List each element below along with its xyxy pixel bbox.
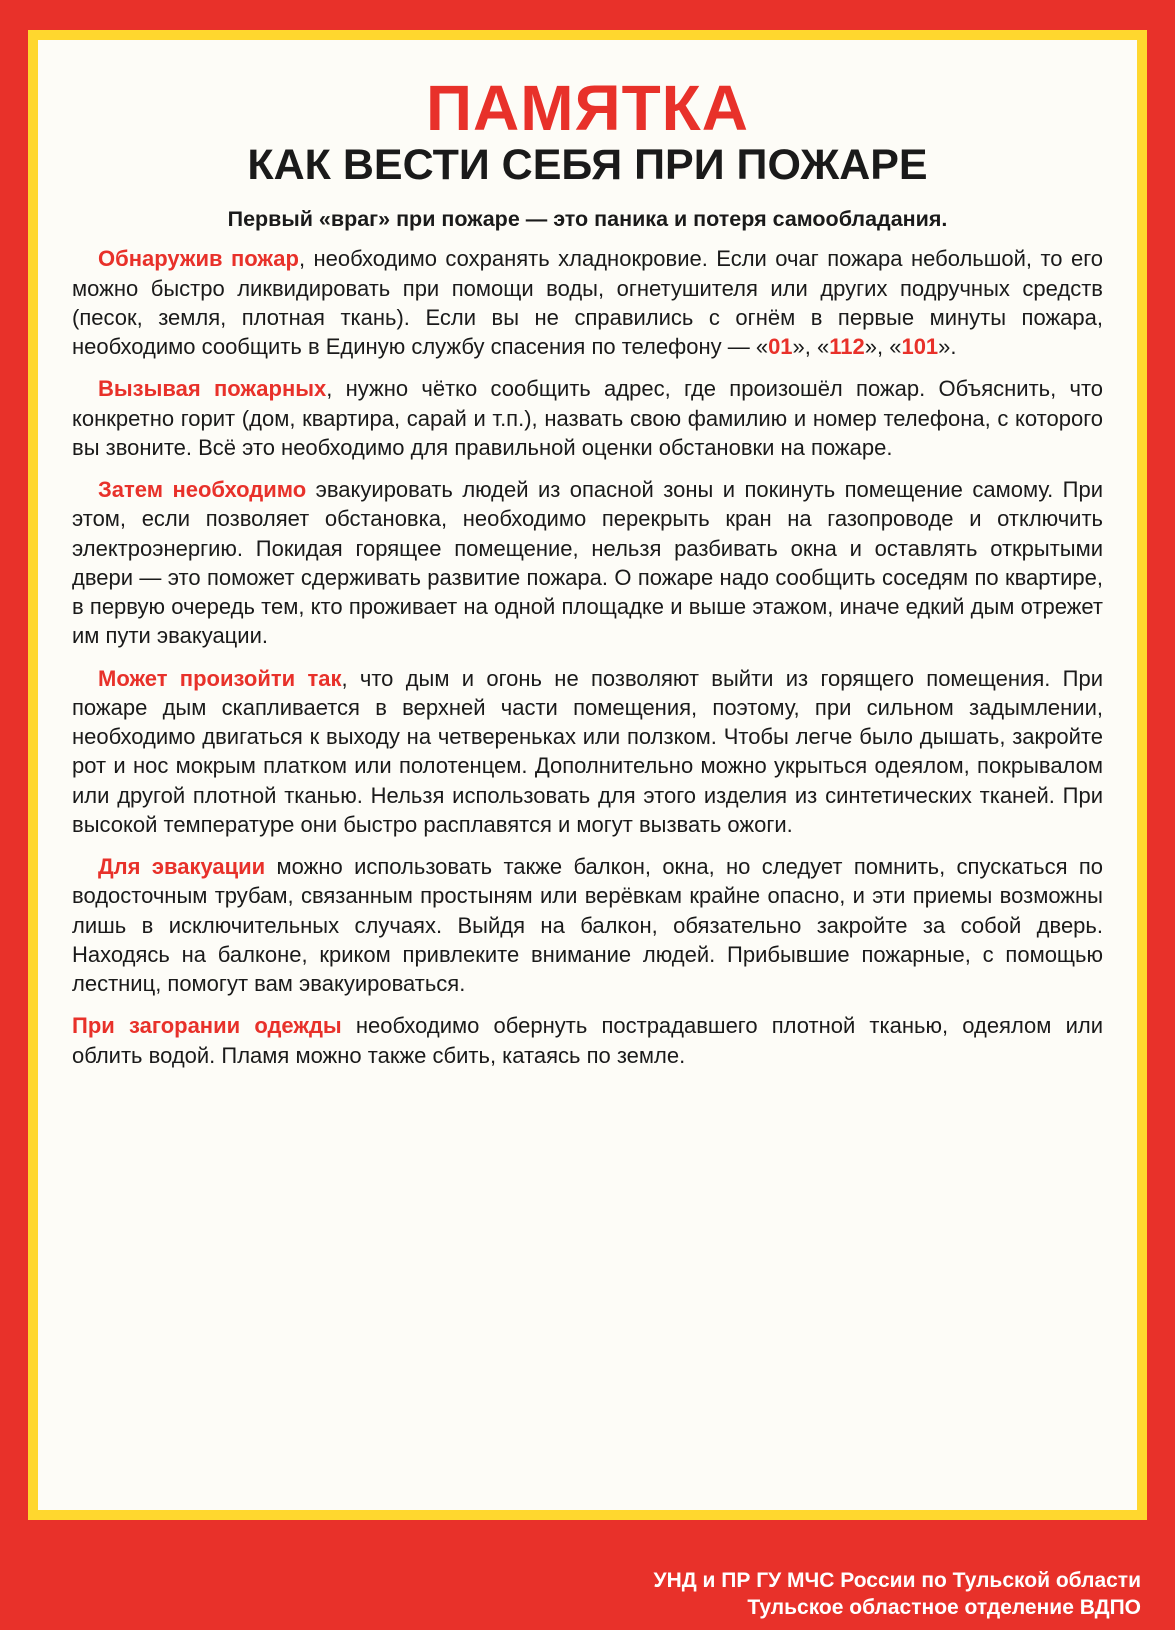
paragraph-evacuation-steps bbox=[72, 475, 1103, 651]
footer-line-1: УНД и ПР ГУ МЧС России по Тульской области bbox=[653, 1569, 1141, 1593]
paragraph-balcony-escape bbox=[72, 852, 1103, 998]
page-title: ПАМЯТКА bbox=[426, 72, 749, 144]
emergency-number-101: 101 bbox=[901, 334, 939, 360]
paragraph-calling-firefighters bbox=[72, 374, 1103, 462]
paragraph-text-cont: », « bbox=[792, 334, 830, 360]
paragraph-text: , необходимо сохранять хладнокровие. Если очаг пожара небольшой, то его можно быстро ликвидировать при помощи воды, огнетушителя или других подручных средств (песок, земля, плотная ткань). Если вы не справились с огнём в первые минуты пожара, необходимо сообщить в Единую службу спасения по телефону — « bbox=[72, 246, 1103, 360]
paragraph-highlight: Затем необходимо bbox=[98, 477, 307, 503]
paragraph-text: , что дым и огонь не позволяют выйти из горящего помещения. При пожаре дым скапливается в верхней части помещения, поэтому, при сильном задымлении, необходимо двигаться к выходу на четвереньках или ползком. Чтобы легче было дышать, закройте рот и нос мокрым платком или полотенцем. Дополнительно можно укрыться одеялом, покрывалом или другой плотной тканью. Нельзя использовать для этого изделия из синтетических тканей. При высокой температуре они быстро расплавятся и могут вызвать ожоги. bbox=[72, 665, 1103, 837]
paragraph-smoke-and-fire bbox=[72, 664, 1103, 840]
emergency-number-112: 112 bbox=[829, 334, 865, 360]
paragraph-text-cont2: », « bbox=[864, 334, 902, 360]
paragraph-highlight: При загорании одежды bbox=[72, 1013, 342, 1039]
emergency-number-01: 01 bbox=[768, 334, 793, 360]
paragraph-text: необходимо обернуть пострадавшего плотной тканью, одеялом или облить водой. Пламя можно также сбить, катаясь по земле. bbox=[72, 1013, 1103, 1068]
paragraph-highlight: Вызывая пожарных bbox=[98, 376, 327, 402]
page-subtitle: КАК ВЕСТИ СЕБЯ ПРИ ПОЖАРЕ bbox=[247, 141, 928, 190]
poster-footer bbox=[0, 1568, 1175, 1630]
footer-line-2: Тульское областное отделение ВДПО bbox=[747, 1596, 1141, 1620]
paragraph-discovering-fire bbox=[72, 244, 1103, 361]
lead-statement: Первый «враг» при пожаре — это паника и потеря самообладания. bbox=[227, 207, 948, 232]
paragraph-highlight: Обнаружив пожар bbox=[98, 246, 299, 272]
poster-inner-frame bbox=[28, 30, 1147, 1520]
paragraph-burning-clothes bbox=[72, 1011, 1103, 1070]
paragraph-text: эвакуировать людей из опасной зоны и покинуть помещение самому. При этом, если позволяет обстановка, необходимо перекрыть кран на газопроводе и отключить электроэнергию. Покидая горящее помещение, нельзя разбивать окна и оставлять открытыми двери — это поможет сдерживать развитие пожара. О пожаре надо сообщить соседям по квартире, в первую очередь тем, кто проживает на одной площадке и выше этажом, иначе едкий дым отрежет им пути эвакуации. bbox=[72, 477, 1103, 649]
paragraph-highlight: Для эвакуации bbox=[98, 854, 266, 880]
paragraph-highlight: Может произойти так bbox=[98, 665, 342, 691]
paragraph-text: можно использовать также балкон, окна, но следует помнить, спускаться по водосточным трубам, связанным простыням или верёвкам крайне опасно, и эти приемы возможны лишь в исключительных случаях. Выйдя на балкон, обязательно закройте за собой дверь. Находясь на балконе, криком привлеките внимание людей. Прибывшие пожарные, с помощью лестниц, помогут вам эвакуироваться. bbox=[72, 854, 1103, 997]
paragraph-text: , нужно чётко сообщить адрес, где произошёл пожар. Объяснить, что конкретно горит (дом, квартира, сарай и т.п.), назвать свою фамилию и номер телефона, с которого вы звоните. Всё это необходимо для правильной оценки обстановки на пожаре. bbox=[72, 376, 1104, 460]
poster-sheet bbox=[38, 40, 1137, 1510]
paragraph-text-end: ». bbox=[938, 334, 957, 360]
